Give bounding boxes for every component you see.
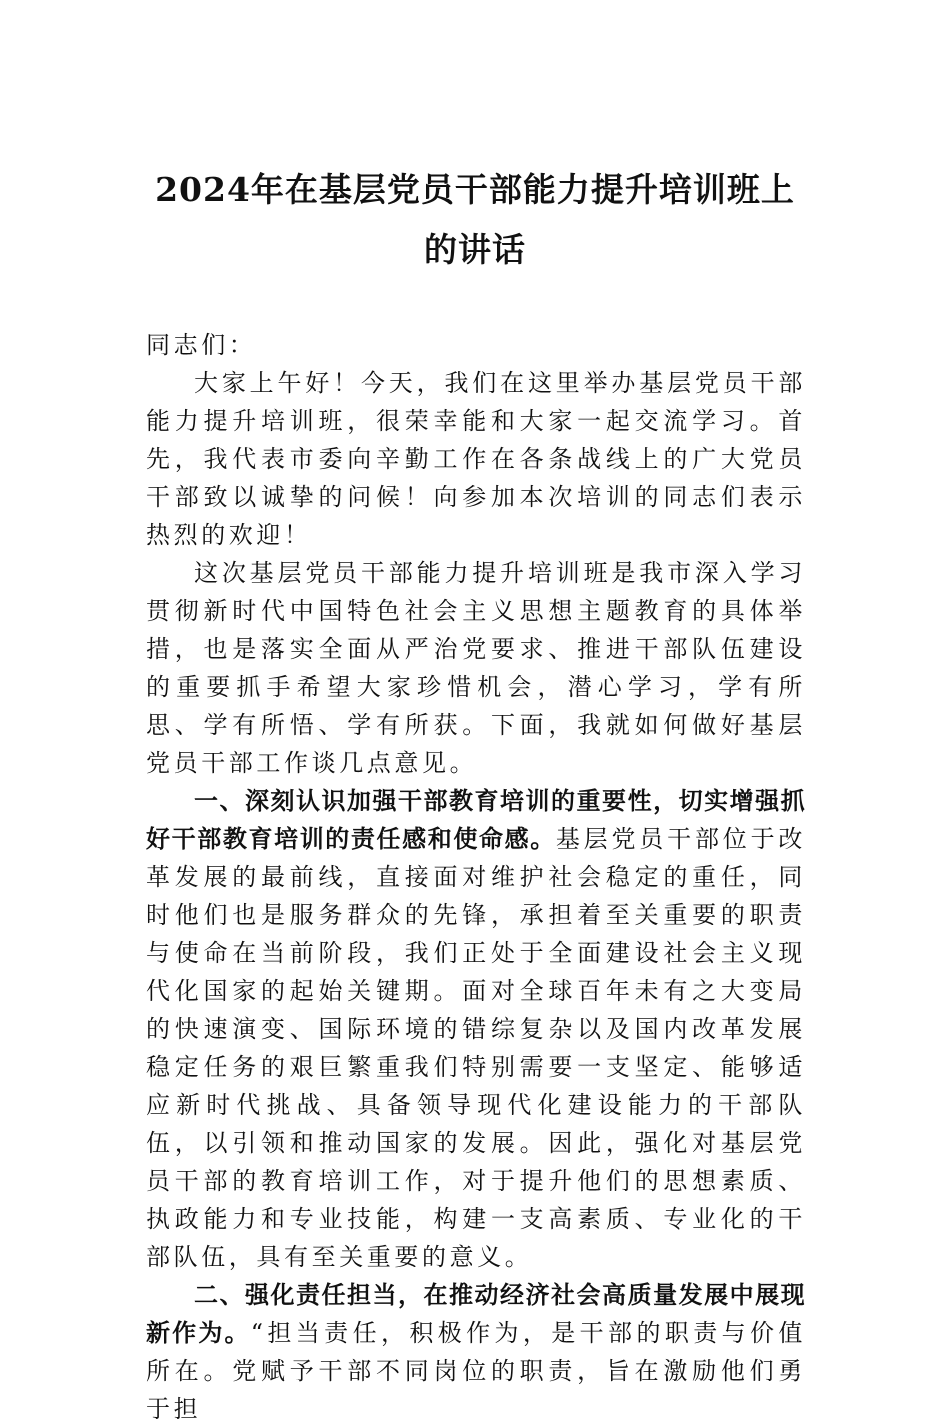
salutation: 同志们： <box>146 331 257 359</box>
document-title <box>100 160 850 280</box>
document-body <box>146 326 806 1428</box>
section-heading-one: 一、深刻认识加强干部教育培训的重要性，切实增强抓好干部教育培训的责任感和使命感。 <box>146 787 806 853</box>
paragraph-text: 基层党员干部位于改革发展的最前线，直接面对维护社会稳定的重任，同时他们也是服务群众的先锋，承担着至关重要的职责与使命在当前阶段，我们正处于全面建设社会主义现代化国家的起始关键期。面对全球百年未有之大变局的快速演变、国际环境的错综复杂以及国内改革发展稳定任务的艰巨繁重我们特别需要一支坚定、能够适应新时代挑战、具备领导现代化建设能力的干部队伍，以引领和推动国家的发展。因此，强化对基层党员干部的教育培训工作，对于提升他们的思想素质、执政能力和专业技能，构建一支高素质、专业化的干部队伍，具有至关重要的意义。 <box>146 825 806 1271</box>
paragraph-introduction <box>146 554 806 782</box>
paragraph-text: “担当责任，积极作为，是干部的职责与价值所在。党赋予干部不同岗位的职责，旨在激励他们勇于担 <box>146 1319 806 1423</box>
paragraph-greeting <box>146 364 806 554</box>
section-heading-two: 二、强化责任担当，在推动经济社会高质量发展中展现新作为。 <box>146 1281 806 1347</box>
title-line-2: 的讲话 <box>424 230 526 269</box>
title-line-1: 2024年在基层党员干部能力提升培训班上 <box>155 170 795 209</box>
paragraph-section-two <box>146 1276 806 1428</box>
paragraph-text: 这次基层党员干部能力提升培训班是我市深入学习贯彻新时代中国特色社会主义思想主题教育的具体举措，也是落实全面从严治党要求、推进干部队伍建设的重要抓手希望大家珍惜机会，潜心学习，学有所思、学有所悟、学有所获。下面，我就如何做好基层党员干部工作谈几点意见。 <box>146 559 806 777</box>
paragraph-section-one <box>146 782 806 1276</box>
paragraph-text: 大家上午好！今天，我们在这里举办基层党员干部能力提升培训班，很荣幸能和大家一起交流学习。首先，我代表市委向辛勤工作在各条战线上的广大党员干部致以诚挚的问候！向参加本次培训的同志们表示热烈的欢迎！ <box>146 369 806 549</box>
